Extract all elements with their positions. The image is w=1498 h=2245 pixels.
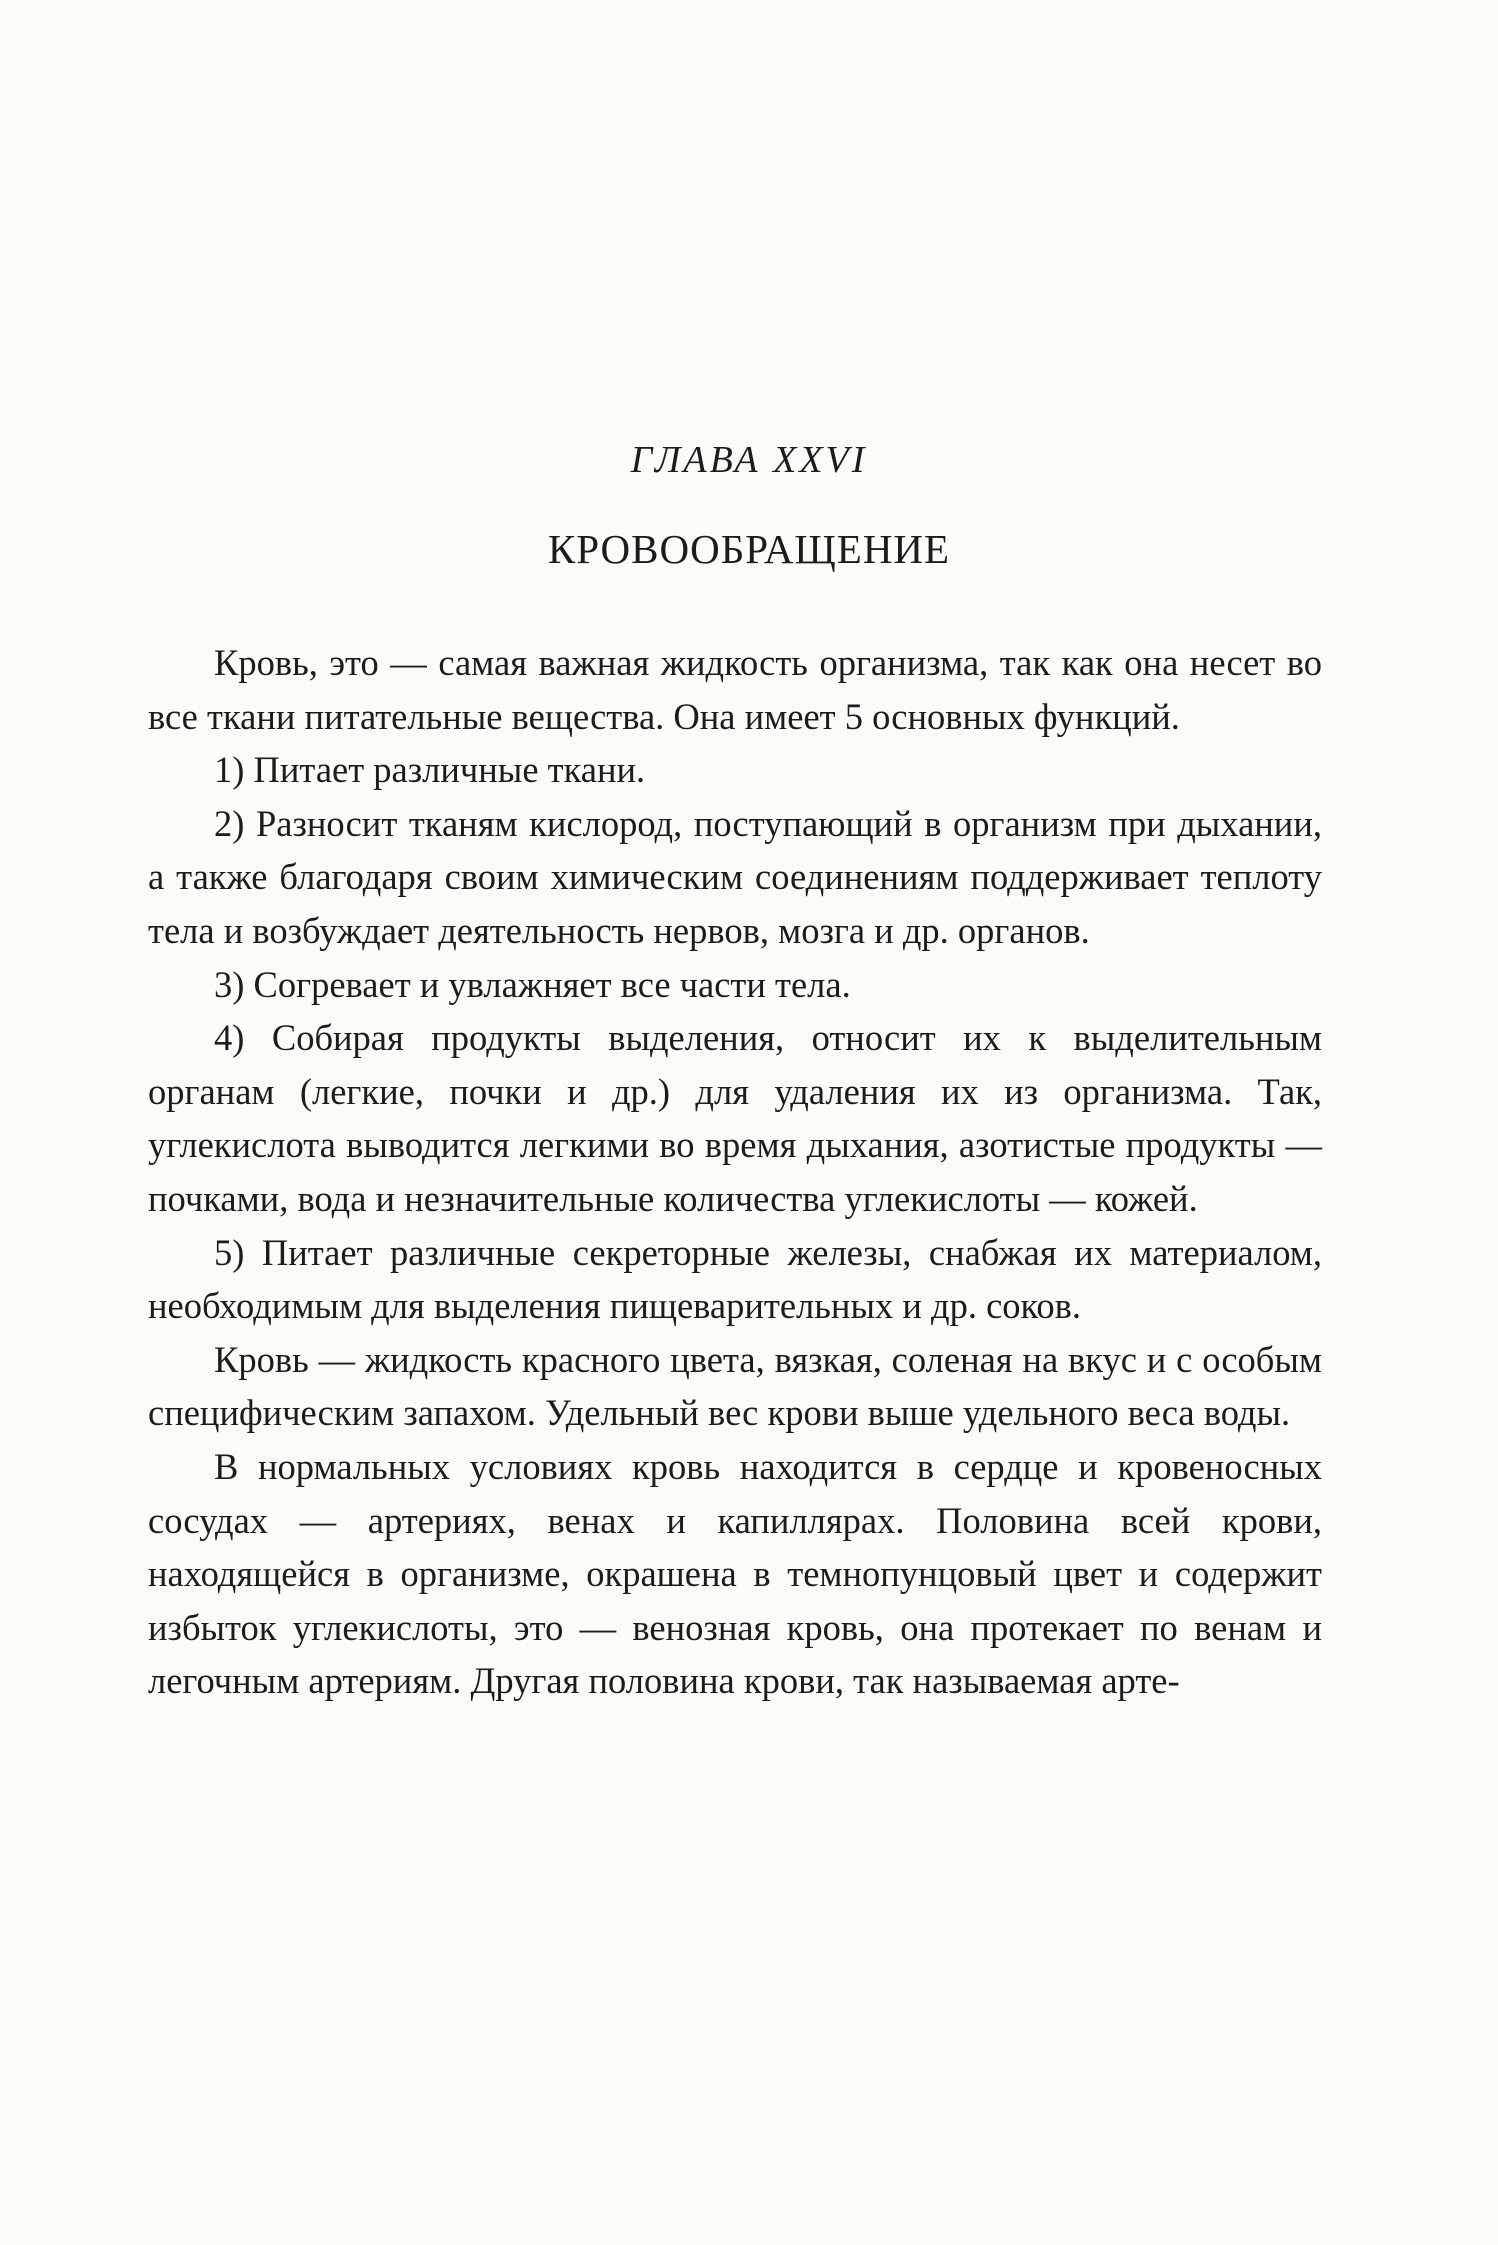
paragraph: 2) Разносит тканям кислород, поступающий в организм при дыхании, а также благодаря своим химическим соединениям поддерживает теплоту тела и возбуждает деятельность нервов, мозга и др. органов.	[148, 802, 1322, 951]
paragraph: Кровь — жидкость красного цвета, вязкая, соленая на вкус и с особым специфическим запахом. Удельный вес крови выше удельного веса воды.	[148, 1338, 1322, 1434]
chapter-heading: ГЛАВА XXVI	[630, 439, 868, 481]
paragraph: 5) Питает различные секреторные железы, снабжая их материалом, необходимым для выделения пищеварительных и др. соков.	[148, 1231, 1322, 1327]
paragraph: 1) Питает различные ткани.	[214, 749, 646, 791]
paragraph: В нормальных условиях кровь находится в сердце и кровеносных сосудах — артериях, венах и капиллярах. Половина всей крови, находящейся в организме, окрашена в темнопунцовый цвет и содержит избыток углекислоты, это — венозная кровь, она протекает по венам и легочным артериям. Другая половина крови, так называемая арте-	[148, 1445, 1322, 1702]
paragraph: 4) Собирая продукты выделения, относит их к выделительным органам (легкие, почки и др.) для удаления их из организма. Так, углекислота выводится легкими во время дыхания, азотистые продукты — почками, вода и незначительные количества углекислоты — кожей.	[148, 1017, 1322, 1219]
chapter-title: КРОВООБРАЩЕНИЕ	[547, 526, 951, 572]
paragraph: Кровь, это — самая важная жидкость организма, так как она несет во все ткани питательные вещества. Она имеет 5 основных функций.	[148, 642, 1322, 737]
paragraph: 3) Согревает и увлажняет все части тела.	[214, 963, 851, 1005]
body-text	[148, 636, 1322, 1708]
